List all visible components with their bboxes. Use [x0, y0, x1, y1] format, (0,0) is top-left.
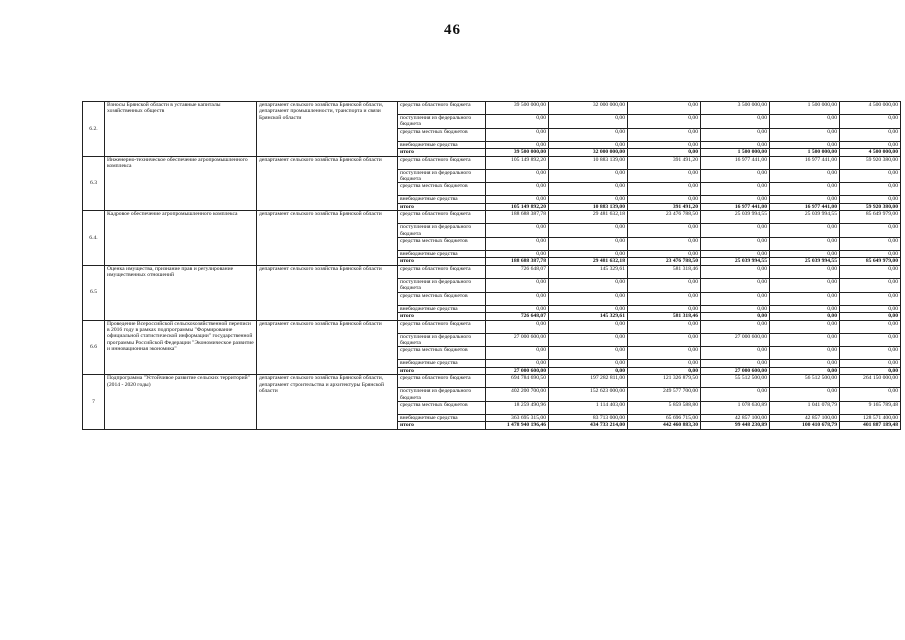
activity-name: Подпрограмма "Устойчивое развитие сельских территорий" (2014 - 2020 годы): [105, 375, 257, 430]
activity-name: Взносы Брянской области в уставные капиталы хозяйственных обществ: [105, 102, 257, 157]
funding-source: внебюджетные средства: [398, 141, 486, 148]
amount-cell: 18 259 490,96: [486, 401, 549, 414]
amount-cell: 0,00: [549, 183, 628, 196]
amount-cell: 25 039 994,55: [770, 211, 840, 224]
amount-cell: 121 326 879,50: [628, 375, 701, 388]
amount-cell: 0,00: [549, 224, 628, 238]
amount-cell: 4 500 000,00: [840, 102, 901, 115]
amount-cell: 29 481 632,18: [549, 211, 628, 224]
amount-cell: 0,00: [486, 347, 549, 360]
amount-cell: 0,00: [628, 115, 701, 129]
amount-cell: 9 165 789,48: [840, 401, 901, 414]
funding-source: внебюджетные средства: [398, 414, 486, 421]
activity-name: Оценка имущества, признание прав и регулирование имущественных отношений: [105, 265, 257, 320]
funding-source: итого: [398, 367, 486, 374]
amount-cell: 0,00: [486, 169, 549, 183]
amount-cell: 0,00: [628, 278, 701, 292]
amount-cell: 581 318,46: [628, 265, 701, 278]
amount-cell: 1 500 000,00: [701, 149, 770, 156]
amount-cell: 1 500 000,00: [770, 102, 840, 115]
amount-cell: 0,00: [701, 128, 770, 141]
amount-cell: 39 500 000,00: [486, 102, 549, 115]
amount-cell: 83 713 000,00: [549, 414, 628, 421]
amount-cell: 145 329,61: [549, 265, 628, 278]
funding-source: средства областного бюджета: [398, 375, 486, 388]
amount-cell: 55 512 500,00: [701, 375, 770, 388]
amount-cell: 1 041 078,79: [770, 401, 840, 414]
amount-cell: 0,00: [486, 251, 549, 258]
page-number: 46: [444, 22, 461, 38]
amount-cell: 42 857 100,00: [701, 414, 770, 421]
amount-cell: 42 857 100,00: [770, 414, 840, 421]
amount-cell: 0,00: [628, 149, 701, 156]
amount-cell: 402 200 700,00: [486, 388, 549, 402]
amount-cell: 59 920 380,00: [840, 203, 901, 210]
amount-cell: 0,00: [701, 183, 770, 196]
amount-cell: 0,00: [701, 251, 770, 258]
amount-cell: 0,00: [628, 141, 701, 148]
executor: департамент сельского хозяйства Брянской области, департамент строительства и архитектуры Брянской области: [257, 375, 398, 430]
amount-cell: 264 150 000,00: [840, 375, 901, 388]
amount-cell: 1 114 403,00: [549, 401, 628, 414]
amount-cell: 0,00: [770, 333, 840, 347]
amount-cell: 0,00: [628, 347, 701, 360]
amount-cell: 0,00: [840, 305, 901, 312]
amount-cell: 25 039 994,55: [701, 258, 770, 265]
amount-cell: 434 733 214,00: [549, 422, 628, 429]
row-index: 6.2.: [83, 102, 105, 157]
amount-cell: 0,00: [770, 388, 840, 402]
budget-table: [82, 101, 901, 430]
amount-cell: 27 000 600,00: [486, 333, 549, 347]
amount-cell: 0,00: [628, 183, 701, 196]
amount-cell: 27 000 600,00: [701, 367, 770, 374]
row-index: 6.3: [83, 156, 105, 211]
amount-cell: 0,00: [770, 141, 840, 148]
amount-cell: 0,00: [701, 305, 770, 312]
amount-cell: 10 883 139,00: [549, 156, 628, 169]
amount-cell: 0,00: [770, 320, 840, 333]
amount-cell: 0,00: [486, 224, 549, 238]
amount-cell: 0,00: [549, 251, 628, 258]
amount-cell: 23 476 788,50: [628, 258, 701, 265]
funding-source: средства местных бюджетов: [398, 347, 486, 360]
amount-cell: 442 460 883,30: [628, 422, 701, 429]
amount-cell: 56 512 500,00: [770, 375, 840, 388]
amount-cell: 0,00: [628, 292, 701, 305]
funding-source: средства местных бюджетов: [398, 292, 486, 305]
amount-cell: 16 977 441,00: [770, 156, 840, 169]
funding-source: поступления из федерального бюджета: [398, 278, 486, 292]
row-index: 6.6: [83, 320, 105, 375]
amount-cell: 1 478 940 196,46: [486, 422, 549, 429]
amount-cell: 99 448 230,89: [701, 422, 770, 429]
amount-cell: 1 078 630,89: [701, 401, 770, 414]
amount-cell: 0,00: [840, 238, 901, 251]
amount-cell: 0,00: [840, 251, 901, 258]
amount-cell: 0,00: [770, 115, 840, 129]
amount-cell: 0,00: [840, 169, 901, 183]
amount-cell: 0,00: [840, 115, 901, 129]
amount-cell: 16 977 441,00: [701, 203, 770, 210]
amount-cell: 59 920 380,00: [840, 156, 901, 169]
amount-cell: 0,00: [840, 278, 901, 292]
amount-cell: 0,00: [701, 115, 770, 129]
amount-cell: 0,00: [840, 313, 901, 320]
table-row: [83, 211, 901, 224]
amount-cell: 0,00: [549, 115, 628, 129]
amount-cell: 0,00: [486, 238, 549, 251]
amount-cell: 0,00: [628, 251, 701, 258]
amount-cell: 29 481 632,18: [549, 258, 628, 265]
amount-cell: 0,00: [770, 305, 840, 312]
amount-cell: 0,00: [549, 333, 628, 347]
amount-cell: 85 649 979,00: [840, 211, 901, 224]
activity-name: Кадровое обеспечение агропромышленного комплекса: [105, 211, 257, 266]
amount-cell: 0,00: [549, 128, 628, 141]
amount-cell: 0,00: [486, 183, 549, 196]
amount-cell: 4 500 000,00: [840, 149, 901, 156]
amount-cell: 363 695 315,00: [486, 414, 549, 421]
table-row: [83, 265, 901, 278]
funding-source: поступления из федерального бюджета: [398, 388, 486, 402]
amount-cell: 0,00: [549, 238, 628, 251]
amount-cell: 10 883 139,00: [549, 203, 628, 210]
amount-cell: 0,00: [701, 278, 770, 292]
funding-source: поступления из федерального бюджета: [398, 333, 486, 347]
amount-cell: 0,00: [486, 196, 549, 203]
amount-cell: 401 887 189,48: [840, 422, 901, 429]
amount-cell: 27 000 600,00: [486, 367, 549, 374]
executor: департамент сельского хозяйства Брянской области: [257, 211, 398, 266]
amount-cell: 0,00: [701, 238, 770, 251]
amount-cell: 0,00: [840, 183, 901, 196]
row-index: 7: [83, 375, 105, 430]
amount-cell: 0,00: [628, 333, 701, 347]
amount-cell: 0,00: [701, 347, 770, 360]
amount-cell: 0,00: [549, 367, 628, 374]
amount-cell: 85 649 979,00: [840, 258, 901, 265]
amount-cell: 581 318,46: [628, 313, 701, 320]
amount-cell: 0,00: [486, 278, 549, 292]
amount-cell: 0,00: [840, 360, 901, 367]
amount-cell: 0,00: [549, 169, 628, 183]
funding-source: средства местных бюджетов: [398, 401, 486, 414]
amount-cell: 105 149 892,20: [486, 156, 549, 169]
amount-cell: 0,00: [840, 141, 901, 148]
funding-source: поступления из федерального бюджета: [398, 169, 486, 183]
amount-cell: 0,00: [770, 169, 840, 183]
amount-cell: 0,00: [770, 183, 840, 196]
amount-cell: 0,00: [770, 360, 840, 367]
funding-source: итого: [398, 149, 486, 156]
table-row: [83, 156, 901, 169]
amount-cell: 188 688 387,78: [486, 211, 549, 224]
table-body: [83, 102, 901, 430]
amount-cell: 5 859 588,80: [628, 401, 701, 414]
amount-cell: 0,00: [549, 141, 628, 148]
amount-cell: 0,00: [701, 360, 770, 367]
amount-cell: 0,00: [701, 265, 770, 278]
amount-cell: 726 648,07: [486, 313, 549, 320]
amount-cell: 105 149 892,20: [486, 203, 549, 210]
table-row: [83, 102, 901, 115]
activity-name: Инженерно-техническое обеспечение агропромышленного комплекса: [105, 156, 257, 211]
amount-cell: 0,00: [701, 320, 770, 333]
amount-cell: 391 491,20: [628, 203, 701, 210]
executor: департамент сельского хозяйства Брянской области: [257, 156, 398, 211]
table-row: [83, 375, 901, 388]
funding-source: средства областного бюджета: [398, 211, 486, 224]
amount-cell: 0,00: [770, 251, 840, 258]
amount-cell: 0,00: [549, 305, 628, 312]
activity-name: Проведение Всероссийской сельскохозяйственной переписи в 2016 году в рамках подпрограммы "Формирование официальной статистической информации" государственной программы Российской Федерации "Экономическое развитие и инновационная экономика": [105, 320, 257, 375]
amount-cell: 0,00: [770, 128, 840, 141]
amount-cell: 726 648,07: [486, 265, 549, 278]
amount-cell: 25 039 994,55: [770, 258, 840, 265]
amount-cell: 0,00: [770, 224, 840, 238]
funding-source: итого: [398, 313, 486, 320]
funding-source: итого: [398, 422, 486, 429]
amount-cell: 0,00: [701, 224, 770, 238]
amount-cell: 0,00: [486, 320, 549, 333]
amount-cell: 0,00: [486, 360, 549, 367]
amount-cell: 0,00: [701, 141, 770, 148]
amount-cell: 0,00: [628, 224, 701, 238]
amount-cell: 0,00: [628, 196, 701, 203]
amount-cell: 100 410 678,79: [770, 422, 840, 429]
amount-cell: 0,00: [549, 278, 628, 292]
amount-cell: 0,00: [840, 388, 901, 402]
amount-cell: 0,00: [840, 333, 901, 347]
amount-cell: 0,00: [486, 141, 549, 148]
funding-source: внебюджетные средства: [398, 305, 486, 312]
amount-cell: 0,00: [770, 238, 840, 251]
amount-cell: 145 329,61: [549, 313, 628, 320]
amount-cell: 1 500 000,00: [770, 149, 840, 156]
amount-cell: 0,00: [628, 238, 701, 251]
funding-source: средства местных бюджетов: [398, 183, 486, 196]
amount-cell: 0,00: [628, 305, 701, 312]
row-index: 6.5: [83, 265, 105, 320]
amount-cell: 0,00: [840, 224, 901, 238]
amount-cell: 0,00: [628, 367, 701, 374]
amount-cell: 0,00: [701, 388, 770, 402]
amount-cell: 39 500 000,00: [486, 149, 549, 156]
amount-cell: 128 571 400,00: [840, 414, 901, 421]
funding-source: средства местных бюджетов: [398, 128, 486, 141]
amount-cell: 3 500 000,00: [701, 102, 770, 115]
amount-cell: 0,00: [840, 320, 901, 333]
amount-cell: 0,00: [840, 292, 901, 305]
amount-cell: 16 977 441,00: [770, 203, 840, 210]
amount-cell: 0,00: [701, 292, 770, 305]
amount-cell: 694 784 690,50: [486, 375, 549, 388]
amount-cell: 0,00: [770, 313, 840, 320]
amount-cell: 16 977 441,00: [701, 156, 770, 169]
amount-cell: 0,00: [549, 320, 628, 333]
amount-cell: 0,00: [770, 196, 840, 203]
amount-cell: 0,00: [486, 292, 549, 305]
amount-cell: 0,00: [701, 196, 770, 203]
executor: департамент сельского хозяйства Брянской области: [257, 265, 398, 320]
funding-source: средства областного бюджета: [398, 265, 486, 278]
amount-cell: 0,00: [628, 102, 701, 115]
funding-source: внебюджетные средства: [398, 251, 486, 258]
row-index: 6.4.: [83, 211, 105, 266]
executor: департамент сельского хозяйства Брянской области: [257, 320, 398, 375]
funding-source: средства областного бюджета: [398, 102, 486, 115]
amount-cell: 23 476 788,50: [628, 211, 701, 224]
amount-cell: 0,00: [840, 265, 901, 278]
amount-cell: 0,00: [840, 347, 901, 360]
amount-cell: 0,00: [701, 313, 770, 320]
amount-cell: 0,00: [549, 292, 628, 305]
funding-source: внебюджетные средства: [398, 360, 486, 367]
amount-cell: 0,00: [701, 169, 770, 183]
amount-cell: 152 623 000,00: [549, 388, 628, 402]
amount-cell: 249 577 700,00: [628, 388, 701, 402]
funding-source: поступления из федерального бюджета: [398, 115, 486, 129]
amount-cell: 0,00: [628, 169, 701, 183]
amount-cell: 0,00: [628, 128, 701, 141]
funding-source: внебюджетные средства: [398, 196, 486, 203]
amount-cell: 0,00: [840, 128, 901, 141]
amount-cell: 0,00: [628, 320, 701, 333]
funding-source: средства областного бюджета: [398, 156, 486, 169]
amount-cell: 32 000 000,00: [549, 149, 628, 156]
amount-cell: 25 039 994,55: [701, 211, 770, 224]
amount-cell: 0,00: [486, 305, 549, 312]
amount-cell: 188 688 387,78: [486, 258, 549, 265]
amount-cell: 0,00: [770, 347, 840, 360]
funding-source: поступления из федерального бюджета: [398, 224, 486, 238]
amount-cell: 0,00: [840, 196, 901, 203]
funding-source: средства областного бюджета: [398, 320, 486, 333]
amount-cell: 0,00: [486, 115, 549, 129]
amount-cell: 0,00: [770, 265, 840, 278]
amount-cell: 0,00: [770, 292, 840, 305]
amount-cell: 0,00: [628, 360, 701, 367]
amount-cell: 197 282 811,00: [549, 375, 628, 388]
amount-cell: 32 000 000,00: [549, 102, 628, 115]
amount-cell: 391 491,20: [628, 156, 701, 169]
executor: департамент сельского хозяйства Брянской области, департамент промышленности, транспорта и связи Брянской области: [257, 102, 398, 157]
amount-cell: 0,00: [549, 347, 628, 360]
funding-source: итого: [398, 258, 486, 265]
amount-cell: 0,00: [770, 278, 840, 292]
funding-source: средства местных бюджетов: [398, 238, 486, 251]
funding-source: итого: [398, 203, 486, 210]
amount-cell: 0,00: [549, 196, 628, 203]
amount-cell: 0,00: [486, 128, 549, 141]
amount-cell: 0,00: [549, 360, 628, 367]
amount-cell: 65 696 715,00: [628, 414, 701, 421]
amount-cell: 27 000 600,00: [701, 333, 770, 347]
table-row: [83, 320, 901, 333]
amount-cell: 0,00: [770, 367, 840, 374]
amount-cell: 0,00: [840, 367, 901, 374]
